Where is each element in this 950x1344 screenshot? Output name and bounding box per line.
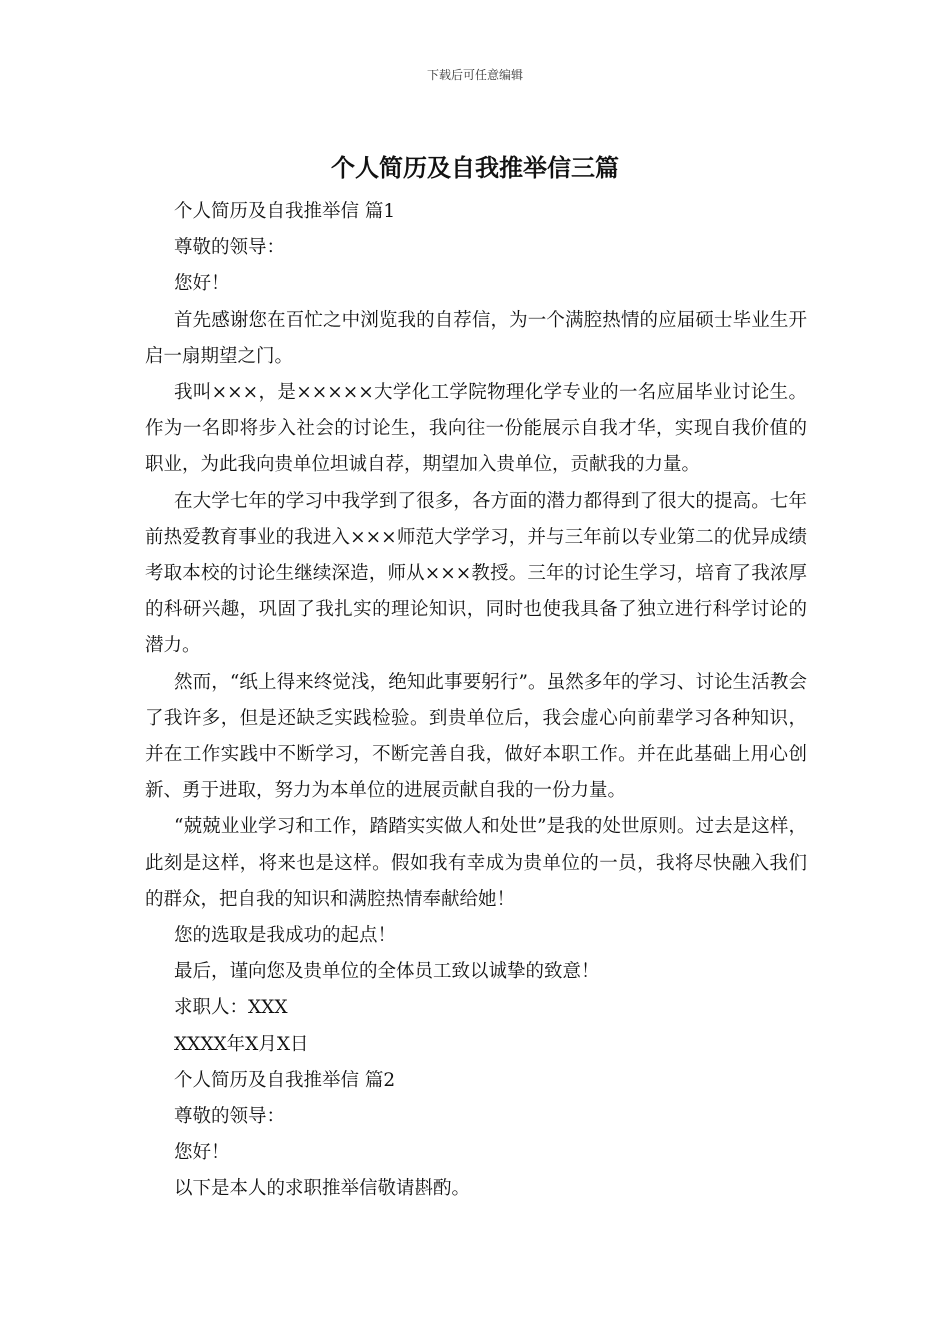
signature-name: 求职人：XXX: [174, 997, 288, 1019]
body-paragraph: 以下是本人的求职推举信敬请斟酌。: [174, 1178, 471, 1200]
section-heading-2: 个人简历及自我推举信 篇2: [174, 1069, 396, 1091]
header-note: 下载后可任意编辑: [426, 68, 523, 82]
closing-line: 最后，谨向您及贵单位的全体员工致以诚挚的致意！: [174, 961, 600, 983]
salutation: 尊敬的领导：: [174, 237, 286, 259]
salutation: 尊敬的领导：: [174, 1106, 286, 1128]
body-paragraph: 您的选取是我成功的起点！: [174, 925, 397, 947]
greeting: 您好！: [174, 1142, 230, 1164]
body-paragraph: 我叫×××，是×××××大学化工学院物理化学专业的一名应届毕业讨论生。作为一名即将步入社会的讨论生，我向往一份能展示自我才华，实现自我价值的职业，为此我向贵单位坦诚自荐，期望加入贵单位，贡献我的力量。: [145, 382, 807, 476]
body-paragraph: 在大学七年的学习中我学到了很多，各方面的潜力都得到了很大的提高。七年前热爱教育事业的我进入×××师范大学学习，并与三年前以专业第二的优异成绩考取本校的讨论生继续深造，师从×××教授。三年的讨论生学习，培育了我浓厚的科研兴趣，巩固了我扎实的理论知识，同时也使我具备了独立进行科学讨论的潜力。: [145, 490, 807, 657]
greeting: 您好！: [174, 273, 230, 295]
document-body: [145, 194, 807, 1208]
body-paragraph: 首先感谢您在百忙之中浏览我的自荐信，为一个满腔热情的应届硕士毕业生开启一扇期望之门。: [145, 309, 807, 367]
document-title: 个人简历及自我推举信三篇: [331, 153, 619, 182]
section-heading-1: 个人简历及自我推举信 篇1: [174, 201, 396, 222]
signature-date: XXXX年X月X日: [174, 1033, 309, 1055]
body-paragraph: 然而，“纸上得来终觉浅，绝知此事要躬行”。虽然多年的学习、讨论生活教会了我许多，但是还缺乏实践检验。到贵单位后，我会虚心向前辈学习各种知识，并在工作实践中不断学习，不断完善自我，做好本职工作。并在此基础上用心创新、勇于进取，努力为本单位的进展贡献自我的一份力量。: [145, 671, 807, 802]
body-paragraph: “兢兢业业学习和工作，踏踏实实做人和处世”是我的处世原则。过去是这样，此刻是这样，将来也是这样。假如我有幸成为贵单位的一员，我将尽快融入我们的群众，把自我的知识和满腔热情奉献给她！: [145, 816, 807, 910]
